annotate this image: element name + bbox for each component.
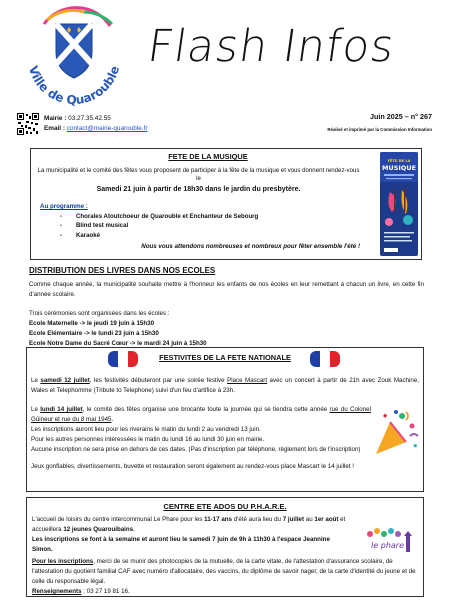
festive-decoration-image: [372, 408, 420, 458]
france-flag-icon: [310, 351, 340, 367]
list-item: - Chorales Atoutchoeur de Quarouble et Enchanteur de Sebourg: [60, 212, 258, 221]
distribution-schools: Trois cérémonies sont organisées dans les écoles : Ecole Maternelle -> le jeudi 19 juin à 15h30 Ecole Elémentaire -> le lundi 23 juin à 15h30 Ecole Notre Dame du Sacré Cœur -> le mardi 24 juin à 15h30: [29, 309, 207, 349]
email-link[interactable]: contact@mairie-quarouble.fr: [66, 124, 148, 132]
music-intro: La municipalité et le comité des fêtes vous proposent de participer à la fête de la musique et vous donnent rendez-vous le: [37, 167, 360, 182]
newsletter-title: Flash Infos: [144, 21, 399, 72]
music-poster-image: [380, 152, 418, 256]
poster-title-top: FÊTE DE LA: [387, 159, 411, 163]
fete-paragraph-1: Le samedi 12 juillet, les festivités débuteront par une soirée festive Place Mascart avec un concert à partir de 21h avec Zouk Machine, Wales et Telephomme (Tribute to Telephone) suivi d'un feu d'artifice à 23h.: [31, 377, 419, 395]
music-closing: Nous vous attendons nombreuses et nombreux pour fêter ensemble l'été !: [141, 243, 360, 250]
ville-de-quarouble-logo: [14, 6, 134, 111]
list-item: Ecole Maternelle -> le jeudi 19 juin à 15h30: [29, 320, 155, 328]
music-section-title: FETE DE LA MUSIQUE: [168, 152, 248, 161]
distribution-body: Comme chaque année, la municipalité souhaite mettre à l'honneur les enfants de nos écoles en leur remettant à chacun un livre, en cette fin d'année scolaire.: [29, 281, 424, 299]
ados-paragraph: L'accueil de loisirs du centre intercommunal Le Phare pour les 11-17 ans d'été aura lieu du 7 juillet au 1er août et accueillera 12 jeunes Quarouibains. Les inscriptions se font à la semaine et auront lieu le samedi 7 juin de 9h à 11h30 à l'espace Jeannine Simon.: [32, 516, 346, 554]
france-flag-icon: [108, 351, 138, 367]
le-phare-logo: [360, 526, 418, 556]
distribution-title: DISTRIBUTION DES LIVRES DANS NOS ECOLES: [29, 266, 216, 275]
phare-logo-text: le phare: [371, 541, 404, 550]
list-item: Ecole Notre Dame du Sacré Cœur -> le mardi 24 juin à 15h30: [29, 340, 207, 348]
credits: Réalisé et imprimé par la Commission Information: [327, 127, 432, 132]
mairie-phone: 03.27.35.42.55: [68, 115, 111, 122]
edition-number: Juin 2025 – n° 267: [369, 112, 432, 121]
contact-info: Mairie : 03.27.35.42.55 Email : contact@mairie-quarouble.fr: [44, 115, 148, 132]
music-program-label: Au programme :: [40, 203, 88, 210]
fete-paragraph-2: Le lundi 14 juillet, le comité des fêtes organise une brocante toute la journée qui se tiendra cette année rue du Colonel Gûineur et rue du 8 mai 1945. Les inscriptions auront lieu pour les riverains le matin du lundi 2 au vendredi 13 juin. Pour les autres personnes intéressées le matin du lundi 16 au lundi 30 juin en mairie. Aucune inscription ne sera prise en dehors de ces dates. (Pas d'inscription par téléphone, règlement lors de l'inscription): [31, 406, 371, 454]
list-item: - Blind test musical: [60, 221, 258, 230]
fete-paragraph-3: Jeux gonflables, divertissements, buvette et restauration seront également au rendez-vous place Mascart le 14 juillet !: [31, 463, 354, 470]
poster-title-main: MUSIQUE: [381, 164, 417, 172]
centre-ados-title: CENTRE ETE ADOS DU P.H.A.R.E.: [163, 502, 287, 511]
qr-code[interactable]: [17, 113, 39, 135]
ados-registration-info: Pour les inscriptions, merci de se munir des photocopies de la mutuelle, de la carte vitale, de l'attestation d'assurance scolaire, de l'attestation du quotient familial CAF avec numéro d'allocataire, des vaccins, du diplôme de savoir nager, de la carte d'identité du jeune et de celle du responsable légal. Renseignements : 03 27 19 81 16.: [32, 558, 416, 596]
music-date: Samedi 21 juin à partir de 18h30 dans le jardin du presbytère.: [96, 186, 301, 193]
fete-nationale-title: FESTIVITES DE LA FETE NATIONALE: [159, 353, 291, 362]
logo-text: Ville de Quarouble: [25, 64, 123, 108]
list-item: Ecole Elémentaire -> le lundi 23 juin à 15h30: [29, 330, 159, 338]
music-program-list: [60, 212, 258, 240]
list-item: - Karaoké: [60, 231, 258, 240]
